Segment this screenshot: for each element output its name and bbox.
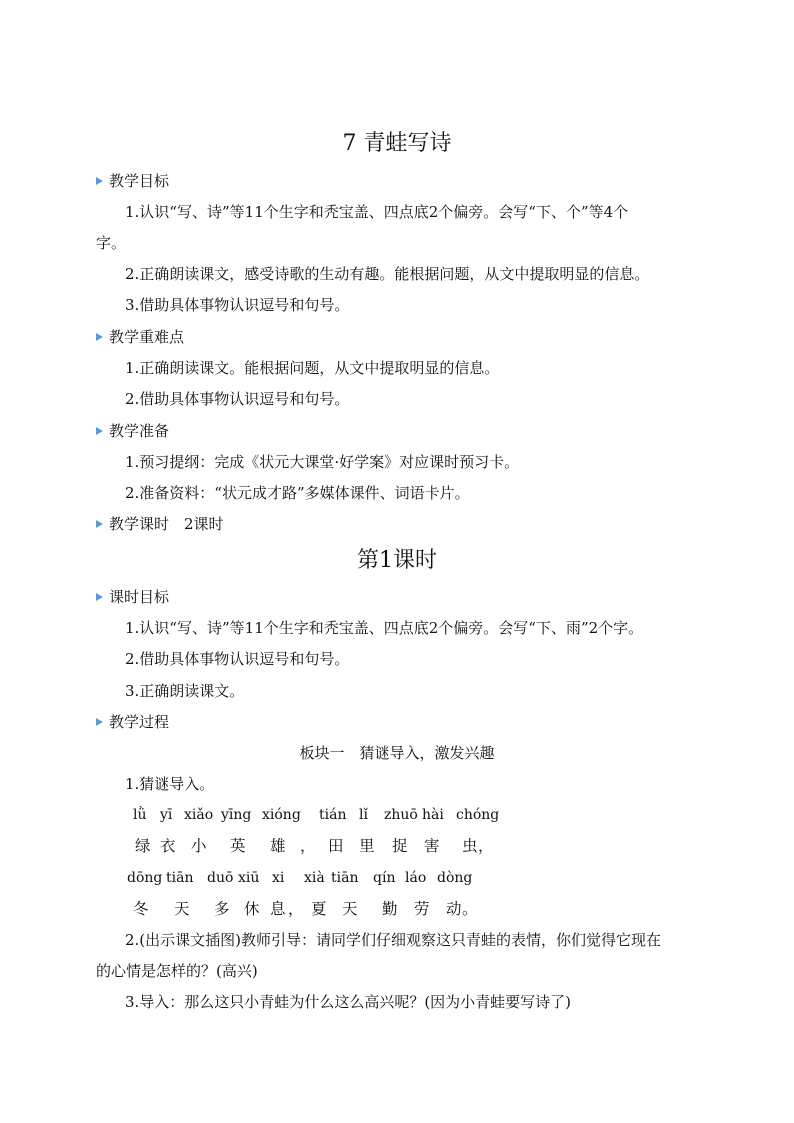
- riddle-char: 田: [328, 837, 344, 855]
- heading-text: 教学课时 2课时: [109, 515, 224, 533]
- pinyin-syllable: xiū: [238, 870, 260, 886]
- key-point-item-2: 2.借助具体事物认识逗号和句号。: [125, 390, 350, 408]
- section-heading-lesson-goals: [96, 587, 169, 607]
- pinyin-syllable: chóng: [456, 807, 500, 823]
- riddle-char: 。: [462, 900, 478, 918]
- triangle-bullet-icon: [96, 520, 103, 528]
- block-title: 板块一 猜谜导入，激发兴趣: [299, 744, 495, 762]
- pinyin-syllable: dōng: [127, 870, 163, 886]
- riddle-char: 冬: [133, 900, 149, 918]
- riddle-char: ，: [288, 900, 304, 918]
- riddle-char: 动: [446, 900, 462, 918]
- heading-text: 教学准备: [109, 422, 170, 440]
- page-title: 7 青蛙写诗: [342, 131, 452, 156]
- riddle-char: 多: [214, 900, 230, 918]
- step-1: 1.猜谜导入。: [125, 775, 215, 793]
- lesson-goal-item-2: 2.借助具体事物认识逗号和句号。: [125, 650, 350, 668]
- heading-text: 教学重难点: [109, 328, 185, 346]
- riddle-char: 小: [191, 837, 207, 855]
- section-heading-preparation: [96, 421, 169, 441]
- section-heading-process: [96, 712, 169, 732]
- pinyin-syllable: qín: [373, 870, 396, 886]
- pinyin-syllable: xiǎo: [184, 807, 214, 823]
- triangle-bullet-icon: [96, 593, 103, 601]
- pinyin-syllable: lǐ: [359, 807, 368, 823]
- riddle-char: 勤: [382, 900, 398, 918]
- pinyin-syllable: hài: [422, 807, 444, 823]
- pinyin-syllable: duō: [207, 870, 234, 886]
- lesson-goal-item-3: 3.正确朗读课文。: [125, 682, 245, 700]
- riddle-char: 休: [244, 900, 260, 918]
- riddle-char: 雄: [270, 837, 286, 855]
- step-2: 2.(出示课文插图)教师引导：请同学们仔细观察这只青蛙的表情，你们觉得它现在: [125, 931, 662, 949]
- preparation-item-2: 2.准备资料：“状元成才路”多媒体课件、词语卡片。: [125, 484, 470, 502]
- step-3: 3.导入：那么这只小青蛙为什么这么高兴呢？(因为小青蛙要写诗了): [125, 993, 572, 1011]
- pinyin-syllable: tiān: [331, 870, 359, 886]
- pinyin-syllable: lǜ: [133, 807, 147, 823]
- pinyin-syllable: tiān: [166, 870, 194, 886]
- heading-text: 课时目标: [109, 588, 170, 606]
- pinyin-syllable: xióng: [262, 807, 301, 823]
- lesson-title: 第1课时: [357, 548, 437, 573]
- section-heading-class-hours: [96, 514, 224, 534]
- section-heading-key-points: [96, 327, 184, 347]
- pinyin-syllable: yīng: [221, 807, 252, 823]
- triangle-bullet-icon: [96, 333, 103, 341]
- riddle-char: 害: [424, 837, 440, 855]
- step-2-continued: 的心情是怎样的？(高兴): [96, 962, 258, 980]
- triangle-bullet-icon: [96, 427, 103, 435]
- goal-item-1-continued: 字。: [96, 234, 127, 252]
- goal-item-2: 2.正确朗读课文，感受诗歌的生动有趣。能根据问题，从文中提取明显的信息。: [125, 265, 650, 283]
- riddle-char: 捉: [392, 837, 408, 855]
- pinyin-syllable: láo: [405, 870, 427, 886]
- pinyin-syllable: zhuō: [384, 807, 418, 823]
- heading-text: 教学目标: [109, 172, 170, 190]
- riddle-char: ，: [478, 837, 494, 855]
- riddle-char: 劳: [414, 900, 430, 918]
- riddle-char: ，: [300, 837, 316, 855]
- pinyin-syllable: tián: [319, 807, 347, 823]
- riddle-char: 夏: [311, 900, 327, 918]
- riddle-char: 天: [342, 900, 358, 918]
- pinyin-syllable: yī: [160, 807, 173, 823]
- riddle-char: 天: [174, 900, 190, 918]
- pinyin-syllable: xi: [272, 870, 285, 886]
- goal-item-3: 3.借助具体事物认识逗号和句号。: [125, 296, 350, 314]
- triangle-bullet-icon: [96, 177, 103, 185]
- preparation-item-1: 1.预习提纲：完成《状元大课堂·好学案》对应课时预习卡。: [125, 453, 520, 471]
- pinyin-syllable: xià: [304, 870, 325, 886]
- riddle-char: 英: [230, 837, 246, 855]
- riddle-char: 虫: [462, 837, 478, 855]
- riddle-char: 里: [359, 837, 375, 855]
- goal-item-1: 1.认识“写、诗”等11个生字和秃宝盖、四点底2个偏旁。会写“下、个”等4个: [125, 203, 629, 221]
- riddle-char: 衣: [160, 837, 176, 855]
- lesson-goal-item-1: 1.认识“写、诗”等11个生字和秃宝盖、四点底2个偏旁。会写“下、雨”2个字。: [125, 619, 644, 637]
- riddle-char: 息: [270, 900, 286, 918]
- riddle-char: 绿: [135, 837, 151, 855]
- pinyin-syllable: dòng: [437, 870, 473, 886]
- triangle-bullet-icon: [96, 718, 103, 726]
- heading-text: 教学过程: [109, 713, 170, 731]
- section-heading-goals: [96, 171, 169, 191]
- key-point-item-1: 1.正确朗读课文。能根据问题，从文中提取明显的信息。: [125, 359, 500, 377]
